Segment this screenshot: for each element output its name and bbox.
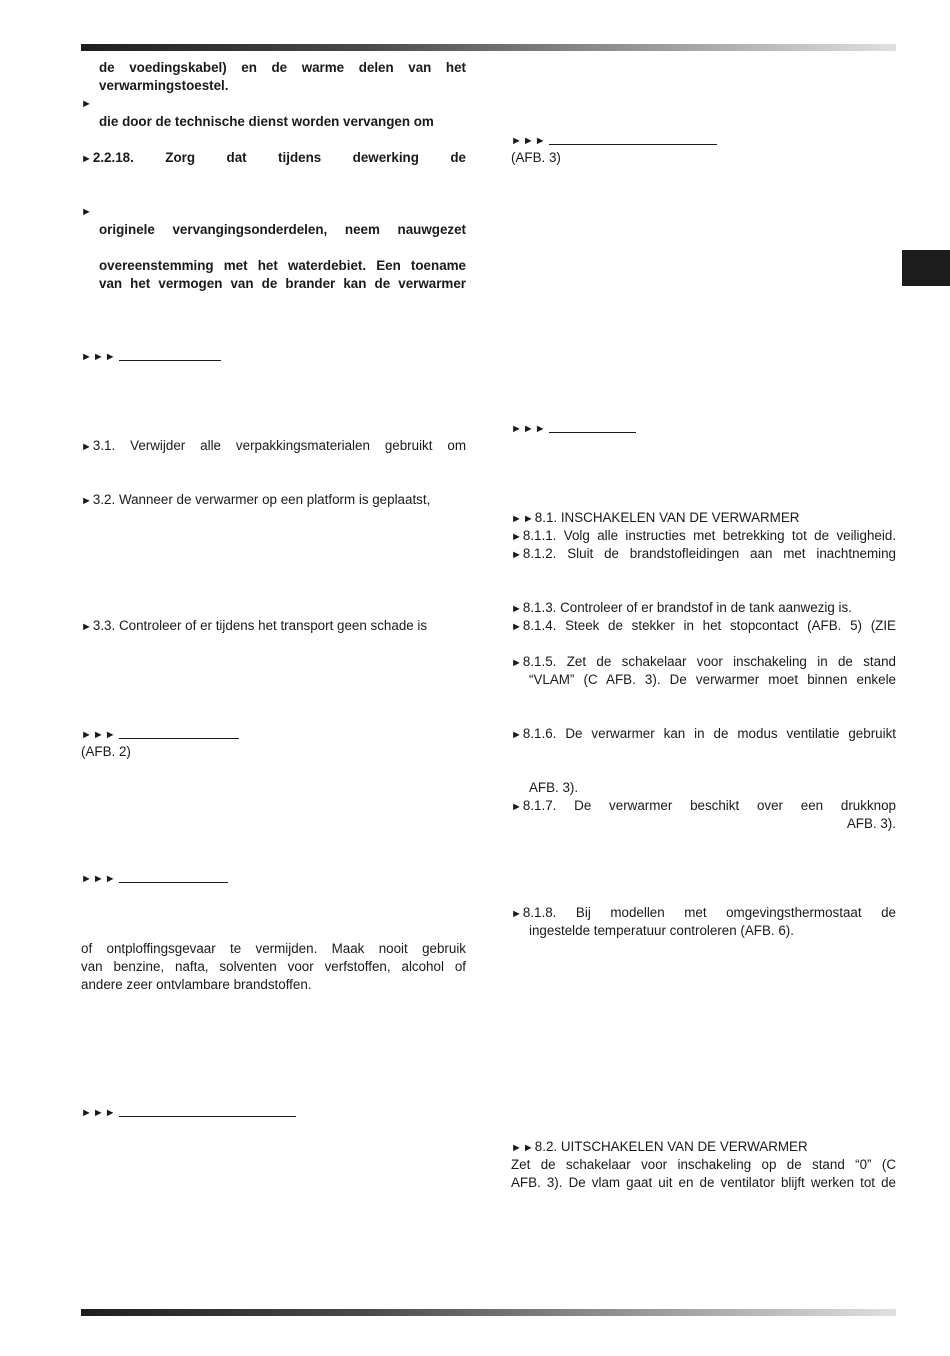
heading-arrows: ►►►	[511, 135, 547, 147]
right-text-line: Zet de schakelaar voor inschakeling op de stand “0” (C	[511, 1157, 896, 1172]
heading-underline	[119, 882, 228, 883]
heading-underline	[119, 1116, 296, 1117]
step-8-1-7	[511, 797, 896, 816]
left-text-line: andere zeer ontvlambare brandstoffen.	[81, 977, 312, 992]
right-text-line: AFB. 3). De vlam gaat uit en de ventilator blijft werken tot de	[511, 1175, 896, 1190]
step-text: 8.1.1. Volg alle instructies met betrekking tot de veiligheid.	[522, 528, 896, 543]
bullet-arrow: ►	[81, 153, 93, 165]
top-gradient-bar	[81, 44, 896, 51]
left-text-line: die door de technische dienst worden vervangen om	[99, 114, 434, 129]
heading-arrows: ►►►	[81, 873, 117, 885]
bullet-arrow: ►	[511, 531, 523, 543]
item-text: 3.3. Controleer of er tijdens het transport geen schade is	[92, 618, 428, 633]
heading-underline	[119, 738, 239, 739]
left-text-line: van benzine, nafta, solventen voor verfstoffen, alcohol of	[81, 959, 466, 974]
step-text: 8.1.7. De verwarmer beschikt over een drukknop	[522, 798, 896, 813]
bullet-arrow: ►	[511, 729, 523, 741]
left-text-line: de voedingskabel) en de warme delen van het	[99, 60, 466, 75]
step-8-1-4	[511, 617, 896, 636]
bullet-arrow: ►	[511, 549, 523, 561]
figure-reference: (AFB. 2)	[81, 744, 131, 759]
step-text: 8.1.4. Steek de stekker in het stopcontact (AFB. 5) (ZIE	[522, 618, 896, 633]
section-heading-blank	[511, 131, 896, 150]
section-tab-marker	[902, 250, 950, 286]
step-8-1-1	[511, 527, 896, 546]
step-text-continued: AFB. 3).	[529, 780, 579, 795]
bullet-arrow: ►	[511, 603, 523, 615]
heading-arrows: ►►	[511, 513, 535, 525]
heading-arrows: ►►►	[511, 423, 547, 435]
left-text-line: van het vermogen van de brander kan de verwarmer	[99, 276, 466, 291]
heading-underline	[549, 144, 717, 145]
bullet-arrow: ►	[81, 206, 93, 218]
bullet-arrow: ►	[81, 621, 93, 633]
heading-underline	[119, 360, 221, 361]
step-text: 8.1.5. Zet de schakelaar voor inschakeling in de stand	[522, 654, 896, 669]
step-8-1-5	[511, 653, 896, 672]
step-text-continued: AFB. 3).	[846, 816, 896, 831]
item-text: 3.1. Verwijder alle verpakkingsmaterialen gebruikt om	[92, 438, 466, 453]
step-text: 8.1.6. De verwarmer kan in de modus ventilatie gebruikt	[522, 726, 896, 741]
item-3-2	[81, 491, 466, 510]
left-text-line: originele vervangingsonderdelen, neem nauwgezet	[99, 222, 466, 237]
item-text: 3.2. Wanneer de verwarmer op een platform is geplaatst,	[92, 492, 431, 507]
step-8-1-3	[511, 599, 896, 618]
left-text-line: overeenstemming met het waterdebiet. Een toename	[99, 258, 466, 273]
heading-text: 8.2. UITSCHAKELEN VAN DE VERWARMER	[534, 1139, 808, 1154]
left-text-line: verwarmingstoestel.	[99, 78, 229, 93]
subsection-heading-8-2	[511, 1138, 896, 1157]
item-3-1	[81, 437, 466, 456]
section-heading-blank	[81, 1103, 466, 1122]
heading-arrows: ►►	[511, 1142, 535, 1154]
heading-arrows: ►►►	[81, 1107, 117, 1119]
step-8-1-8	[511, 904, 896, 923]
left-text-line: of ontploffingsgevaar te vermijden. Maak nooit gebruik	[81, 941, 466, 956]
section-heading-blank	[81, 725, 466, 744]
heading-arrows: ►►►	[81, 729, 117, 741]
section-heading-blank	[511, 419, 896, 438]
bullet-arrow: ►	[81, 98, 93, 110]
bullet-arrow: ►	[81, 441, 93, 453]
bullet-arrow: ►	[511, 657, 523, 669]
section-heading-blank	[81, 347, 466, 366]
bullet-arrow: ►	[511, 801, 523, 813]
heading-arrows: ►►►	[81, 351, 117, 363]
bullet-arrow: ►	[81, 495, 93, 507]
step-text: 8.1.3. Controleer of er brandstof in de tank aanwezig is.	[522, 600, 852, 615]
step-text-continued: “VLAM” (C AFB. 3). De verwarmer moet binnen enkele	[529, 672, 896, 687]
step-text-continued: ingestelde temperatuur controleren (AFB. 6).	[529, 923, 794, 938]
bullet-arrow: ►	[511, 621, 523, 633]
item-3-3	[81, 617, 466, 636]
bullet-arrow: ►	[511, 908, 523, 920]
step-text: 8.1.8. Bij modellen met omgevingsthermostaat de	[522, 905, 896, 920]
section-heading-blank	[81, 869, 466, 888]
heading-text: 8.1. INSCHAKELEN VAN DE VERWARMER	[534, 510, 800, 525]
step-8-1-2	[511, 545, 896, 564]
bottom-gradient-bar	[81, 1309, 896, 1316]
subsection-heading-8-1	[511, 509, 896, 528]
step-8-1-6	[511, 725, 896, 744]
step-text: 8.1.2. Sluit de brandstofleidingen aan met inachtneming	[522, 546, 896, 561]
heading-underline	[549, 432, 636, 433]
clause-2-2-18	[81, 149, 466, 168]
figure-reference: (AFB. 3)	[511, 150, 561, 165]
clause-text: 2.2.18. Zorg dat tijdens dewerking de	[92, 150, 466, 165]
